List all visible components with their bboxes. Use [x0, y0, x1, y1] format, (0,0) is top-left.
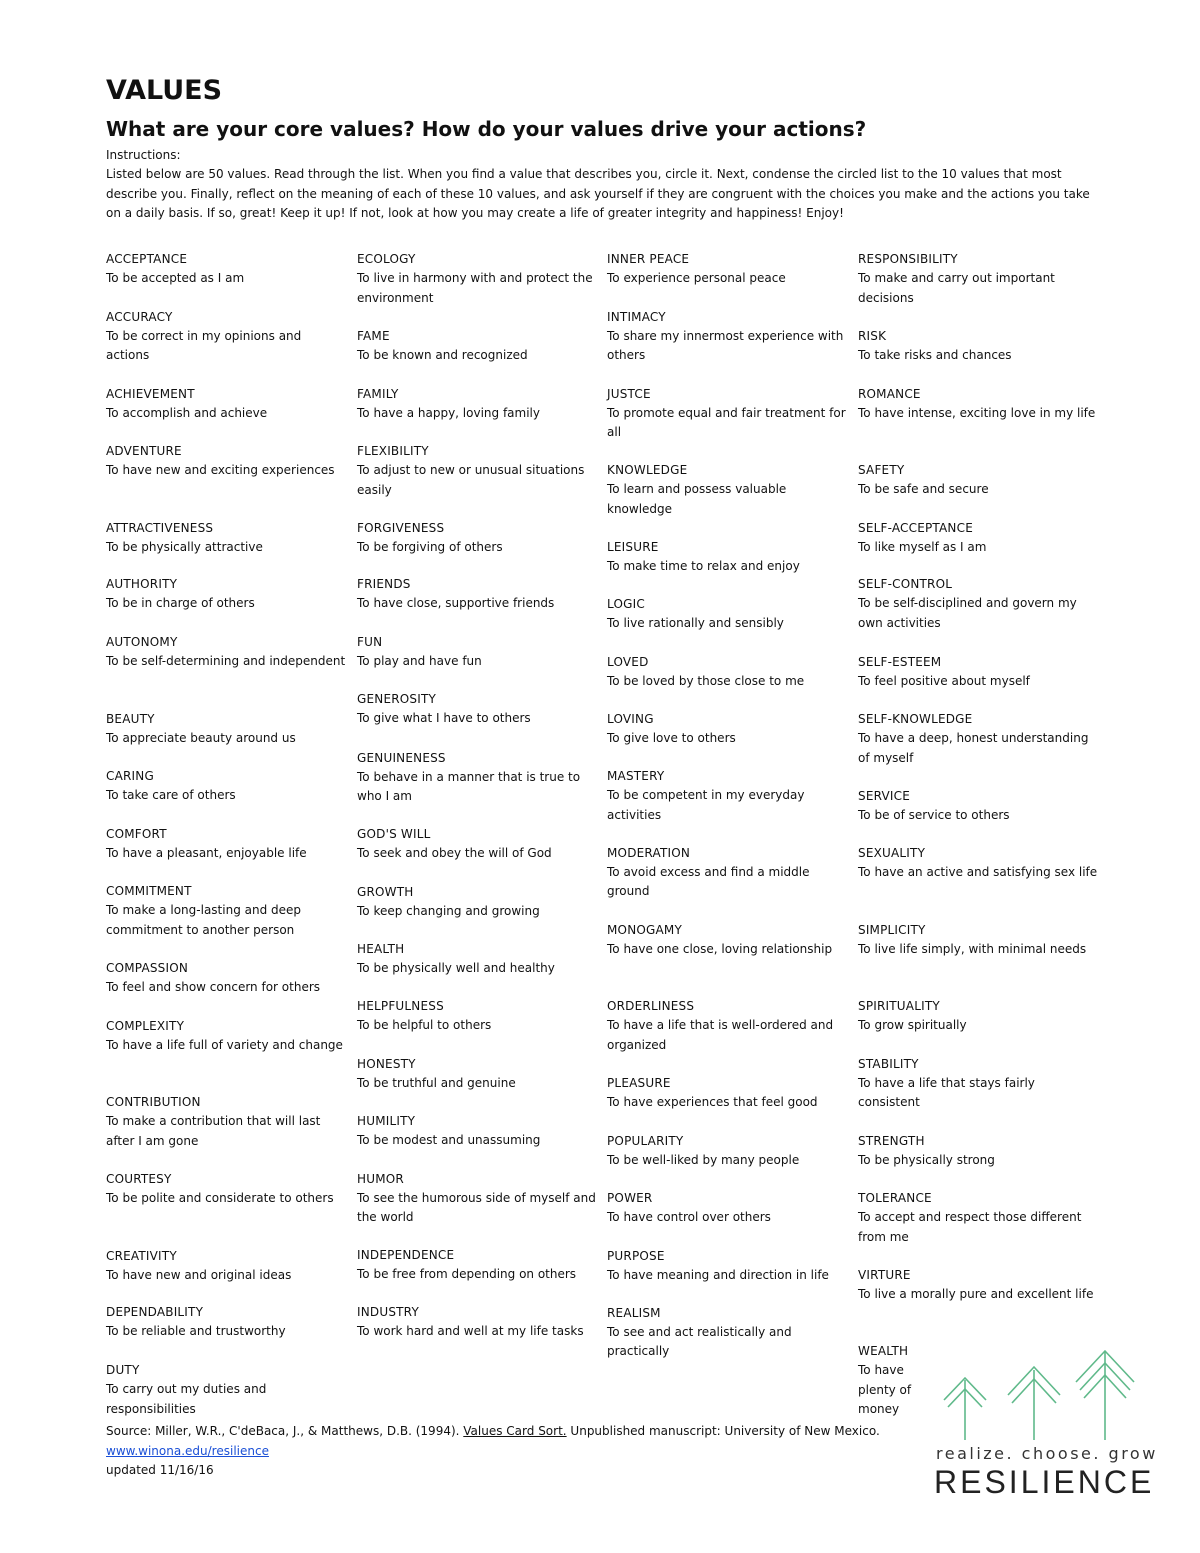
value-name: MODERATION — [607, 845, 691, 860]
value-name: SELF-ACCEPTANCE — [858, 520, 973, 535]
value-entry — [106, 575, 346, 614]
value-entry — [858, 327, 1098, 366]
value-description: To give what I have to others — [357, 711, 531, 726]
value-entry — [607, 1304, 847, 1362]
value-name: LOGIC — [607, 597, 645, 611]
value-description: To seek and obey the will of God — [357, 845, 552, 860]
value-name: SIMPLICITY — [858, 922, 926, 937]
value-description: To have meaning and direction in life — [607, 1267, 829, 1282]
value-description: To be accepted as I am — [106, 271, 245, 286]
value-name: AUTONOMY — [106, 635, 178, 649]
value-name: FORGIVENESS — [357, 520, 445, 535]
value-entry — [858, 1342, 928, 1420]
value-name: ROMANCE — [858, 386, 921, 401]
value-name: ACCURACY — [106, 309, 173, 324]
value-entry — [607, 997, 847, 1055]
value-entry — [106, 767, 346, 806]
value-entry — [106, 1017, 346, 1056]
value-description: To take risks and chances — [858, 348, 1012, 363]
value-entry — [607, 710, 847, 749]
value-description: To be in charge of others — [106, 596, 255, 611]
value-description: To have new and exciting experiences — [106, 463, 335, 478]
value-description: To accomplish and achieve — [106, 405, 268, 420]
value-entry — [607, 385, 847, 443]
value-name: COMMITMENT — [106, 884, 192, 898]
value-description: To be polite and considerate to others — [106, 1191, 334, 1206]
value-entry — [357, 1246, 597, 1285]
value-entry — [607, 595, 847, 634]
value-name: POPULARITY — [607, 1133, 684, 1148]
value-entry — [357, 327, 597, 366]
value-entry — [357, 883, 597, 922]
value-name: FUN — [357, 635, 383, 649]
value-entry — [106, 1093, 346, 1151]
value-entry — [106, 825, 346, 864]
source-citation: Source: Miller, W.R., C'deBaca, J., & Matthews, D.B. (1994). Values Card Sort. Unpublished manuscript: University of New Mexico. — [106, 1424, 880, 1438]
value-name: FAMILY — [357, 386, 399, 401]
value-description: To grow spiritually — [858, 1018, 967, 1033]
value-description: To take care of others — [106, 787, 236, 802]
value-description: To see and act realistically and practically — [607, 1324, 792, 1359]
value-description: To have one close, loving relationship — [607, 941, 833, 956]
value-entry — [357, 825, 597, 864]
value-description: To play and have fun — [357, 654, 482, 669]
value-name: HUMILITY — [357, 1114, 416, 1128]
page-title: VALUES — [106, 75, 223, 106]
value-entry — [858, 844, 1098, 883]
value-entry — [858, 787, 1098, 826]
value-entry — [357, 1112, 597, 1151]
value-description: To be of service to others — [858, 807, 1010, 822]
page-subtitle: What are your core values? How do your values drive your actions? — [106, 117, 867, 141]
value-description: To be free from depending on others — [357, 1267, 577, 1282]
value-entry — [357, 633, 597, 672]
value-name: GOD'S WILL — [357, 826, 431, 841]
value-entry — [357, 1303, 597, 1342]
value-description: To have intense, exciting love in my life — [858, 405, 1096, 420]
value-entry — [858, 653, 1098, 692]
logo-brand: RESILIENCE — [934, 1464, 1155, 1500]
value-description: To be safe and secure — [858, 482, 989, 497]
value-entry — [106, 710, 346, 749]
value-entry — [858, 1189, 1098, 1247]
values-worksheet — [106, 72, 1106, 1417]
value-entry — [106, 442, 346, 481]
value-entry — [858, 1055, 1098, 1113]
value-entry — [607, 250, 847, 289]
value-description: To appreciate beauty around us — [106, 731, 296, 746]
value-name: GENEROSITY — [357, 692, 437, 706]
value-entry — [357, 1055, 597, 1094]
value-entry — [357, 519, 597, 558]
value-entry — [607, 767, 847, 825]
value-name: TOLERANCE — [858, 1191, 932, 1205]
value-name: CONTRIBUTION — [106, 1095, 201, 1109]
value-description: To accept and respect those different from me — [858, 1210, 1082, 1244]
value-description: To be forgiving of others — [357, 539, 503, 554]
value-description: To have close, supportive friends — [357, 596, 555, 611]
value-description: To be modest and unassuming — [357, 1133, 541, 1148]
value-name: SAFETY — [858, 463, 905, 477]
value-description: To be helpful to others — [357, 1018, 492, 1033]
value-description: To adjust to new or unusual situations easily — [357, 463, 585, 497]
value-description: To be loved by those close to me — [607, 673, 805, 688]
value-name: RISK — [858, 329, 887, 343]
value-name: ECOLOGY — [357, 252, 416, 266]
value-entry — [607, 1074, 847, 1113]
value-description: To see the humorous side of myself and the world — [357, 1190, 596, 1225]
value-name: INDEPENDENCE — [357, 1248, 455, 1262]
value-entry — [858, 1266, 1098, 1305]
value-description: To make a long-lasting and deep commitment to another person — [106, 903, 302, 937]
value-description: To live in harmony with and protect the environment — [357, 271, 593, 305]
value-description: To have a happy, loving family — [357, 405, 540, 420]
value-entry — [607, 1189, 847, 1228]
value-entry — [106, 385, 346, 424]
value-description: To have a deep, honest understanding of myself — [858, 731, 1089, 765]
value-name: REALISM — [607, 1305, 661, 1320]
value-entry — [106, 519, 346, 558]
value-description: To work hard and well at my life tasks — [357, 1324, 584, 1339]
value-description: To be physically well and healthy — [357, 961, 555, 976]
value-name: ACHIEVEMENT — [106, 386, 195, 401]
resilience-link[interactable]: www.winona.edu/resilience — [106, 1443, 269, 1458]
value-name: STRENGTH — [858, 1133, 925, 1148]
value-description: To have experiences that feel good — [607, 1094, 818, 1109]
value-entry — [858, 710, 1098, 768]
value-entry — [357, 442, 597, 500]
value-entry — [357, 250, 597, 308]
instructions-text: Listed below are 50 values. Read through the list. When you find a value that describes you, circle it. Next, condense the circled list to the 10 values that most describe you. Finally, reflect on the meaning of each of these 10 values, and ask yourself if they are congruent with the choices you make and the actions you take on a daily basis. If so, great! Keep it up! If not, look at how you may create a life of greater integrity and happiness! Enjoy! — [106, 167, 1090, 220]
value-name: HEALTH — [357, 942, 405, 956]
value-description: To be self-disciplined and govern my own activities — [858, 596, 1077, 630]
value-entry — [858, 921, 1098, 960]
value-entry — [106, 882, 346, 940]
value-description: To have a pleasant, enjoyable life — [106, 845, 307, 860]
value-entry — [858, 1132, 1098, 1171]
value-name: VIRTURE — [858, 1267, 911, 1282]
value-entry — [858, 385, 1098, 424]
value-name: SELF-ESTEEM — [858, 654, 942, 669]
logo-tagline: realize. choose. grow — [936, 1444, 1158, 1463]
value-name: GENUINENESS — [357, 750, 446, 765]
value-description: To have a life that is well-ordered and organized — [607, 1018, 834, 1052]
value-entry — [357, 749, 597, 807]
value-entry — [357, 940, 597, 979]
value-entry — [607, 308, 847, 366]
value-entry — [106, 308, 346, 366]
value-description: To have new and original ideas — [106, 1267, 292, 1282]
value-description: To have an active and satisfying sex life — [858, 864, 1098, 879]
value-entry — [357, 997, 597, 1036]
value-name: HUMOR — [357, 1171, 404, 1186]
value-description: To keep changing and growing — [357, 903, 540, 918]
value-name: INDUSTRY — [357, 1305, 419, 1319]
value-name: ATTRACTIVENESS — [106, 520, 214, 535]
value-entry — [858, 461, 1098, 500]
value-entry — [607, 538, 847, 577]
value-description: To have control over others — [607, 1210, 771, 1225]
value-entry — [607, 461, 847, 519]
value-entry — [357, 575, 597, 614]
updated-date: updated 11/16/16 — [106, 1463, 214, 1477]
instructions-label: Instructions: — [106, 148, 181, 162]
value-name: ORDERLINESS — [607, 999, 695, 1013]
value-name: PLEASURE — [607, 1075, 671, 1090]
value-description: To feel and show concern for others — [106, 980, 321, 995]
value-name: HELPFULNESS — [357, 999, 444, 1013]
value-name: MASTERY — [607, 769, 665, 783]
value-description: To promote equal and fair treatment for all — [607, 405, 846, 440]
value-name: COMPASSION — [106, 961, 189, 975]
value-entry — [607, 1132, 847, 1171]
value-name: AUTHORITY — [106, 577, 178, 591]
value-name: MONOGAMY — [607, 922, 683, 937]
value-name: RESPONSIBILITY — [858, 252, 958, 266]
value-entry — [106, 250, 346, 289]
value-name: STABILITY — [858, 1056, 919, 1071]
value-entry — [858, 575, 1098, 633]
value-name: BEAUTY — [106, 712, 155, 726]
value-description: To have plenty of money — [858, 1363, 912, 1417]
value-name: DEPENDABILITY — [106, 1305, 204, 1319]
value-description: To carry out my duties and responsibilities — [106, 1382, 267, 1416]
value-name: SELF-CONTROL — [858, 577, 953, 591]
value-name: SEXUALITY — [858, 845, 926, 860]
value-entry — [357, 1170, 597, 1228]
value-entry — [106, 1303, 346, 1342]
source-title: Values Card Sort. — [463, 1424, 567, 1438]
value-description: To be correct in my opinions and actions — [106, 328, 302, 363]
value-description: To be physically strong — [858, 1152, 995, 1167]
value-name: SERVICE — [858, 788, 910, 803]
value-description: To avoid excess and find a middle ground — [607, 864, 810, 899]
value-description: To feel positive about myself — [858, 673, 1030, 688]
value-name: FRIENDS — [357, 577, 411, 591]
source-footer — [106, 1422, 896, 1481]
value-name: COURTESY — [106, 1172, 172, 1186]
value-name: LOVED — [607, 654, 649, 669]
value-name: CREATIVITY — [106, 1248, 177, 1263]
value-name: WEALTH — [858, 1344, 909, 1358]
value-description: To behave in a manner that is true to who I am — [357, 769, 581, 804]
value-name: CARING — [106, 768, 154, 783]
value-description: To live life simply, with minimal needs — [858, 941, 1087, 956]
value-description: To give love to others — [607, 731, 736, 746]
value-entry — [106, 1247, 346, 1286]
value-name: KNOWLEDGE — [607, 463, 688, 477]
value-name: GROWTH — [357, 884, 414, 899]
value-name: DUTY — [106, 1363, 140, 1377]
value-entry — [607, 1247, 847, 1286]
value-name: FAME — [357, 329, 390, 343]
value-entry — [106, 1361, 346, 1419]
value-name: ADVENTURE — [106, 444, 182, 458]
value-entry — [106, 1170, 346, 1209]
value-name: INNER PEACE — [607, 252, 690, 266]
value-name: JUSTCE — [607, 386, 651, 401]
value-description: To be physically attractive — [106, 539, 263, 554]
value-description: To be competent in my everyday activities — [607, 788, 805, 822]
value-name: INTIMACY — [607, 309, 666, 324]
value-description: To be truthful and genuine — [357, 1075, 516, 1090]
value-name: LOVING — [607, 712, 654, 726]
value-entry — [357, 690, 597, 729]
value-name: SPIRITUALITY — [858, 999, 940, 1013]
value-description: To like myself as I am — [858, 539, 987, 554]
value-description: To have a life full of variety and change — [106, 1037, 343, 1052]
value-entry — [357, 385, 597, 424]
value-name: COMPLEXITY — [106, 1018, 185, 1033]
value-name: PURPOSE — [607, 1248, 665, 1263]
value-entry — [858, 997, 1098, 1036]
value-name: SELF-KNOWLEDGE — [858, 712, 973, 726]
value-entry — [607, 844, 847, 902]
value-description: To share my innermost experience with others — [607, 328, 844, 363]
value-description: To live a morally pure and excellent life — [858, 1286, 1094, 1301]
value-description: To make and carry out important decisions — [858, 271, 1055, 305]
value-entry — [858, 519, 1098, 558]
value-name: POWER — [607, 1191, 653, 1205]
value-description: To be reliable and trustworthy — [106, 1324, 286, 1339]
value-description: To be self-determining and independent — [106, 654, 346, 669]
value-entry — [106, 633, 346, 672]
value-description: To make time to relax and enjoy — [607, 558, 800, 573]
value-entry — [607, 653, 847, 692]
value-description: To live rationally and sensibly — [607, 616, 784, 631]
value-description: To experience personal peace — [607, 271, 786, 286]
value-entry — [106, 959, 346, 998]
value-description: To be known and recognized — [357, 348, 528, 363]
value-name: COMFORT — [106, 826, 167, 841]
value-description: To make a contribution that will last after I am gone — [106, 1114, 321, 1148]
value-entry — [607, 921, 847, 960]
value-description: To be well-liked by many people — [607, 1152, 800, 1167]
value-description: To learn and possess valuable knowledge — [607, 482, 787, 516]
value-name: HONESTY — [357, 1056, 416, 1071]
value-name: FLEXIBILITY — [357, 444, 429, 458]
value-name: LEISURE — [607, 539, 659, 554]
value-entry — [858, 250, 1098, 308]
value-name: ACCEPTANCE — [106, 252, 188, 266]
value-description: To have a life that stays fairly consistent — [858, 1075, 1035, 1110]
